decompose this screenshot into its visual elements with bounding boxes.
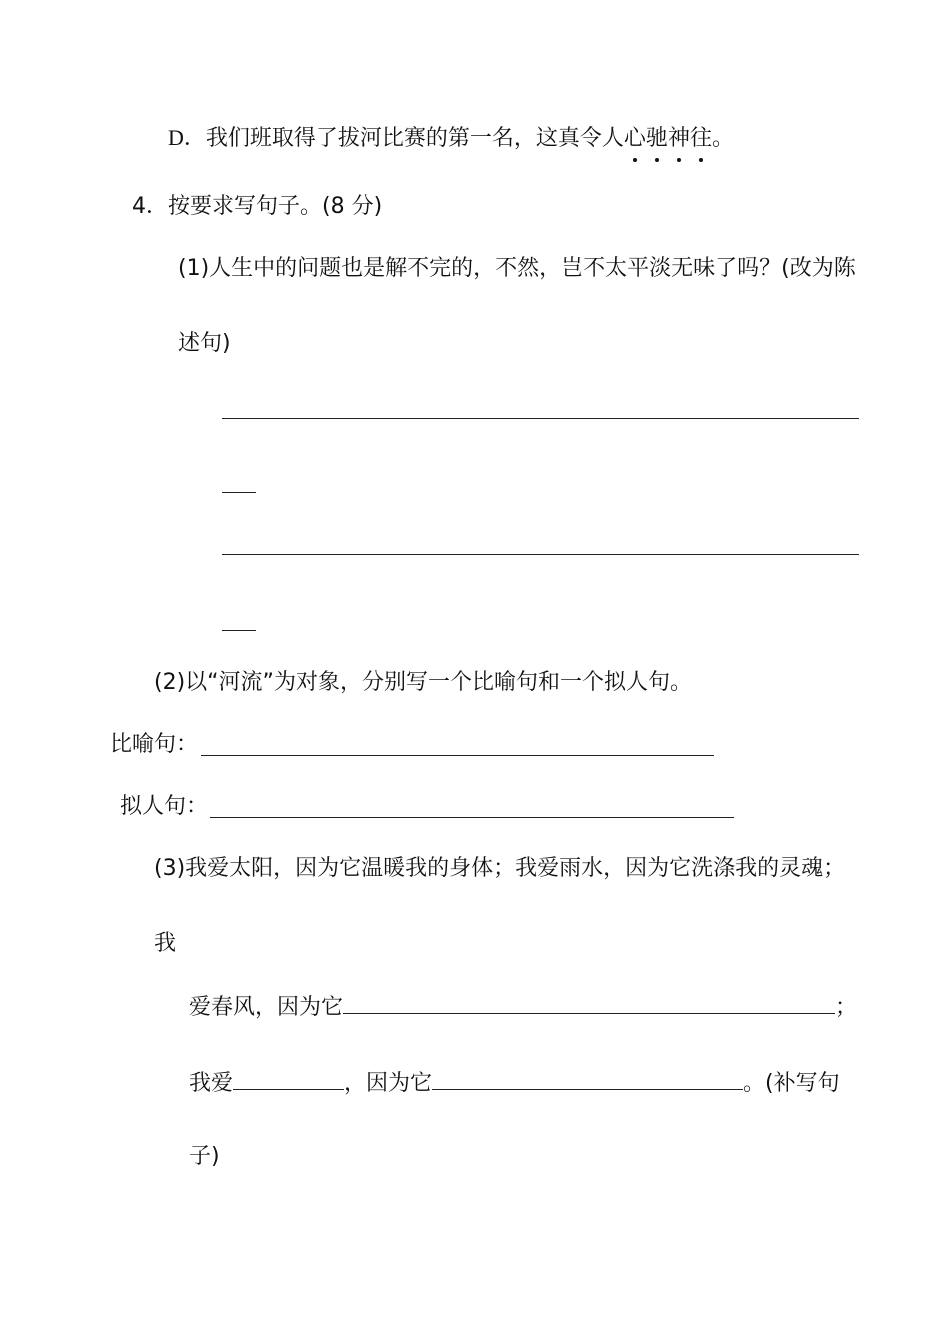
simile-answer-line[interactable]	[201, 755, 714, 756]
option-d-label: D．	[168, 125, 206, 150]
part-3-line-2: 我	[154, 931, 177, 956]
option-d	[168, 123, 734, 154]
part-3-line-3	[189, 991, 857, 1023]
part-2-prompt: (2)以“河流”为对象，分别写一个比喻句和一个拟人句。	[154, 670, 692, 695]
part-3-line-1: (3)我爱太阳，因为它温暖我的身体；我爱雨水，因为它洗涤我的灵魂；	[154, 856, 846, 881]
answer-line[interactable]	[222, 418, 859, 419]
simile-label: 比喻句：	[110, 732, 199, 757]
option-d-end: 。	[711, 126, 734, 151]
because-text: ，因为它	[344, 1071, 433, 1096]
option-d-text: 我们班取得了拔河比赛的第一名，这真令人	[205, 126, 624, 151]
personification-answer-line[interactable]	[210, 817, 734, 818]
instruction-text: 。(补写句	[743, 1071, 840, 1096]
answer-line-tail[interactable]	[222, 492, 256, 493]
personification-label: 拟人句：	[120, 794, 209, 819]
part-3-line-4	[189, 1067, 840, 1099]
spring-wind-blank[interactable]	[343, 991, 835, 1014]
answer-line-tail[interactable]	[222, 630, 256, 631]
emphasis-char: 驰	[646, 124, 668, 154]
emphasis-char: 心	[624, 124, 646, 154]
part-1-line-1: (1)人生中的问题也是解不完的，不然，岂不太平淡无味了吗？(改为陈	[178, 256, 856, 281]
object-blank[interactable]	[233, 1067, 344, 1090]
question-4-title: 4．按要求写句子。(8 分)	[132, 194, 383, 219]
part-3-line-5: 子)	[189, 1144, 220, 1169]
i-love-text: 我爱	[189, 1071, 234, 1096]
part-1-line-2: 述句)	[178, 331, 231, 356]
semicolon: ；	[835, 995, 858, 1020]
answer-line[interactable]	[222, 554, 859, 555]
emphasis-char: 神	[668, 124, 690, 154]
spring-wind-text: 爱春风，因为它	[189, 995, 344, 1020]
emphasis-char: 往	[690, 124, 712, 154]
reason-blank[interactable]	[432, 1067, 743, 1090]
